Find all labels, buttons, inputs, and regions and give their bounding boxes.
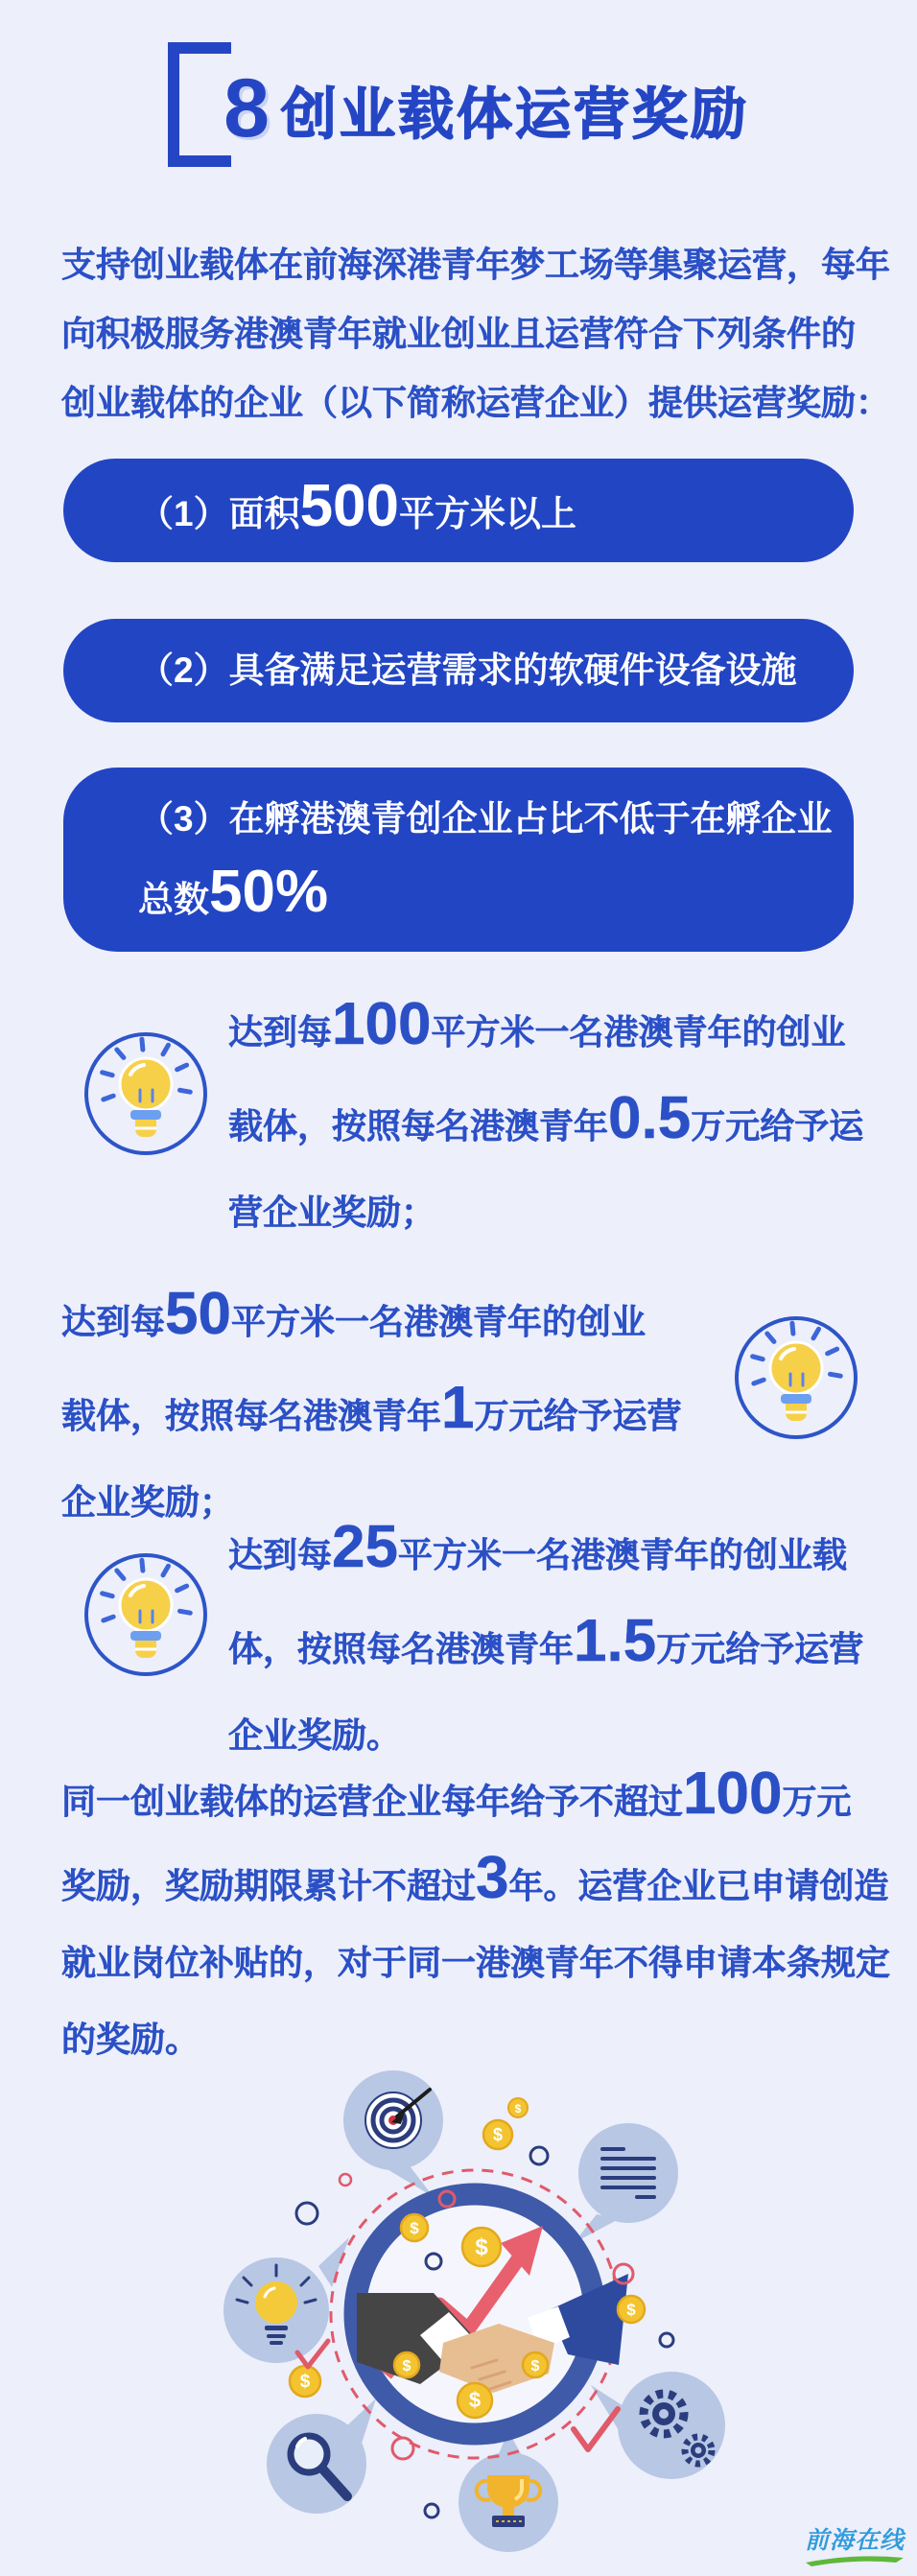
reward-text-1: 达到每100平方米一名港澳青年的创业 载体，按照每名港澳青年0.5万元给予运 营企业奖励； [228,991,864,1232]
lightbulb-icon [81,1549,211,1680]
badge-number: 8 [223,62,270,154]
trophy-icon [458,2431,558,2552]
condition-pill-1: （1）面积500平方米以上 [63,459,854,562]
svg-text:$: $ [402,2358,411,2375]
closing-paragraph: 同一创业载体的运营企业每年给予不超过100万元 奖励，奖励期限累计不超过3年。运营企业已申请创造 就业岗位补贴的，对于同一港澳青年不得申请本条规定 的奖励。 [61,1761,891,2059]
svg-text:$: $ [514,2102,522,2115]
page-title: 创业载体运营奖励 [280,83,749,146]
reward-text-2: 达到每50平方米一名港澳青年的创业 载体，按照每名港澳青年1万元给予运营 企业奖励； [61,1281,682,1522]
svg-text:$: $ [492,2125,504,2144]
watermark-swoosh-icon [802,2553,907,2566]
lightbulb-icon [81,1028,211,1159]
svg-text:$: $ [626,2301,636,2319]
lightbulb-icon [731,1312,861,1443]
svg-text:$: $ [468,2388,482,2412]
header [0,42,917,167]
condition-pill-2: （2）具备满足运营需求的软硬件设备设施 [63,619,854,722]
watermark-text: 前海在线 [804,2527,905,2554]
svg-text:$: $ [410,2219,419,2237]
magnifier-icon [267,2399,376,2514]
reward-text-3: 达到每25平方米一名港澳青年的创业载 体，按照每名港澳青年1.5万元给予运营 企业奖励。 [228,1514,864,1755]
svg-text:$: $ [475,2234,488,2260]
intro-paragraph: 支持创业载体在前海深港青年梦工场等集聚运营，每年 向积极服务港澳青年就业创业且运营符合下列条件的 创业载体的企业（以下简称运营企业）提供运营奖励： [61,245,891,422]
business-cooperation-illustration [0,2063,917,2576]
watermark-logo [802,2528,907,2571]
svg-text:$: $ [530,2358,540,2375]
bracket-number-badge-icon [168,42,270,167]
gears-icon [591,2372,725,2479]
condition-pill-3: （3）在孵港澳青创企业占比不低于在孵企业 总数50% [63,768,854,952]
svg-text:$: $ [299,2372,311,2392]
